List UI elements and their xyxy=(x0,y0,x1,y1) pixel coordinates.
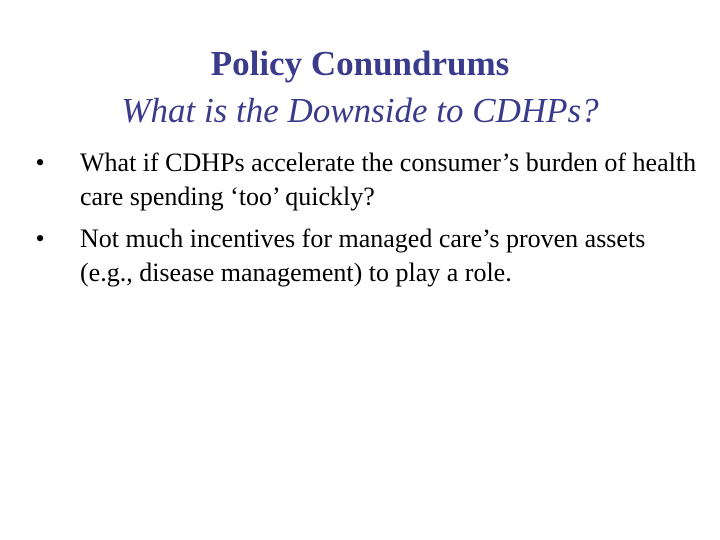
bullet-text: Not much incentives for managed care’s proven assets (e.g., disease management) to play a role. xyxy=(80,224,646,287)
bullet-icon: • xyxy=(35,224,45,253)
title-block xyxy=(0,40,720,134)
bullet-list xyxy=(30,146,700,298)
bullet-text: What if CDHPs accelerate the consumer’s burden of health care spending ‘too’ quickly? xyxy=(80,148,697,211)
slide-title: Policy Conundrums xyxy=(210,44,510,83)
bullet-icon: • xyxy=(35,148,45,177)
slide-subtitle: What is the Downside to CDHPs? xyxy=(121,91,599,130)
bullet-item xyxy=(30,146,700,214)
bullet-item xyxy=(30,222,700,290)
